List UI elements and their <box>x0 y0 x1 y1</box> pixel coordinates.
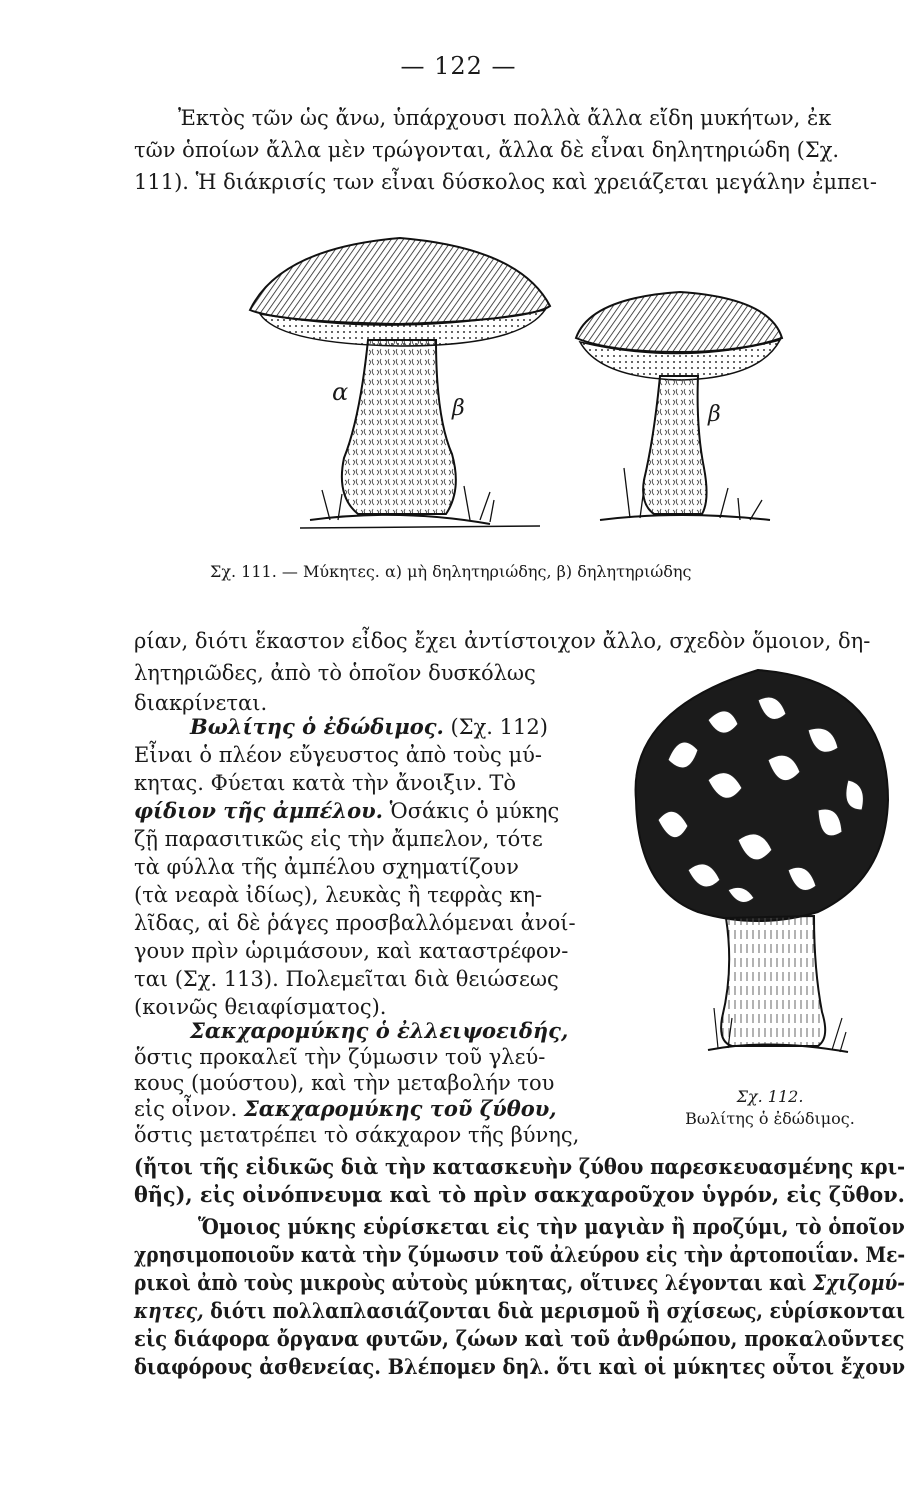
schizomycetes-b: κητες, <box>134 1298 204 1323</box>
vine-line-6: ται (Σχ. 113). Πολεμεῖται διὰ θειώσεως <box>134 967 559 991</box>
middle-line-2: λητηριῶδες, ἀπὸ τὸ ὁποῖον δυσκόλως <box>134 661 536 685</box>
closing-line-4: χρησιμοποιοῦν κατὰ τὴν ζύμωσιν τοῦ ἀλεύρου εἰς τὴν ἀρτοποιΐαν. Με- <box>134 1242 906 1267</box>
vine-line-4: λῖδας, αἱ δὲ ῥάγες προσβαλλόμεναι ἀνοί- <box>134 911 576 935</box>
page-number: — 122 — <box>400 52 517 80</box>
sacch-line-4: ὅστις μετατρέπει τὸ σάκχαρον τῆς βύνης, <box>134 1123 580 1147</box>
sacch-line-3-prefix: εἰς οἶνον. <box>134 1097 244 1121</box>
boletus-line-1: Εἶναι ὁ πλέον εὔγευστος ἀπὸ τοὺς μύ- <box>134 743 542 767</box>
vine-title: φίδιον τῆς ἀμπέλου. <box>134 798 383 823</box>
mushroom-b <box>576 292 782 520</box>
closing-line-2: θῆς), εἰς οἰνόπνευμα καὶ τὸ πρὶν σακχαροῦχον ὑγρόν, εἰς ζῦθον. <box>134 1182 905 1207</box>
vine-heading <box>134 796 559 826</box>
figure-112-mushroom <box>618 650 898 1080</box>
figure-111-label-a: α <box>332 378 349 406</box>
mushroom-a <box>250 238 550 528</box>
figure-112-caption-title: Βωλίτης ὁ ἐδώδιμος. <box>685 1109 855 1128</box>
intro-line-3: 111). Ἡ διάκρισίς των εἶναι δύσκολος καὶ χρειάζεται μεγάλην ἐμπει- <box>134 170 878 194</box>
closing-line-5 <box>134 1268 905 1298</box>
middle-line-1: ρίαν, διότι ἕκαστον εἶδος ἔχει ἀντίστοιχον ἄλλο, σχεδὸν ὅμοιον, δη- <box>134 629 871 653</box>
closing-line-1: (ἤτοι τῆς εἰδικῶς διὰ τὴν κατασκευὴν ζύθου παρεσκευασμένης κρι- <box>134 1154 906 1179</box>
vine-line-5: γουν πρὶν ὡριμάσουν, καὶ καταστρέφον- <box>134 939 569 963</box>
closing-line-6-rest: διότι πολλαπλασιάζονται διὰ μερισμοῦ ἢ σχίσεως, εὑρίσκονται <box>203 1298 905 1323</box>
closing-line-3: Ὅμοιος μύκης εὑρίσκεται εἰς τὴν μαγιὰν ἢ προζύμι, τὸ ὁποῖον <box>198 1214 905 1239</box>
figure-111-label-b-a: β <box>452 396 465 421</box>
intro-line-1: Ἐκτὸς τῶν ὡς ἄνω, ὑπάρχουσι πολλὰ ἄλλα εἴδη μυκήτων, ἐκ <box>178 106 832 130</box>
closing-line-5-prefix: ρικοὶ ἀπὸ τοὺς μικροὺς αὐτοὺς μύκητας, οἵτινες λέγονται καὶ <box>134 1270 813 1295</box>
middle-line-3: διακρίνεται. <box>134 691 268 715</box>
closing-line-6 <box>134 1296 905 1326</box>
boletus-line-2: κητας. Φύεται κατὰ τὴν ἄνοιξιν. Τὸ <box>134 771 516 795</box>
schizomycetes-a: Σχιζομύ- <box>812 1270 905 1295</box>
vine-line-0-rest: Ὁσάκις ὁ μύκης <box>383 799 560 823</box>
boletus-ref: (Σχ. 112) <box>443 715 548 739</box>
vine-line-3: (τὰ νεαρὰ ἰδίως), λευκὰς ἢ τεφρὰς κη- <box>134 883 543 907</box>
sacch-line-1: ὅστις προκαλεῖ τὴν ζύμωσιν τοῦ γλεύ- <box>134 1045 546 1069</box>
figure-112-caption <box>660 1086 880 1130</box>
closing-line-7: εἰς διάφορα ὄργανα φυτῶν, ζώων καὶ τοῦ ἀνθρώπου, προκαλοῦντες <box>134 1326 905 1351</box>
boletus-title: Βωλίτης ὁ ἐδώδιμος. <box>190 714 444 739</box>
boletus-heading <box>190 712 548 742</box>
closing-line-8: διαφόρους ἀσθενείας. Βλέπομεν δηλ. ὅτι καὶ οἱ μύκητες οὗτοι ἔχουν <box>134 1354 906 1379</box>
sacch-line-2: κους (μούστου), καὶ τὴν μεταβολήν του <box>134 1071 555 1095</box>
vine-line-7: (κοινῶς θειαφίσματος). <box>134 995 387 1019</box>
figure-111-caption: Σχ. 111. — Μύκητες. α) μὴ δηλητηριώδης, β) δηλητηριώδης <box>210 562 692 581</box>
figure-112-caption-number: Σχ. 112. <box>736 1087 804 1106</box>
vine-line-2: τὰ φύλλα τῆς ἀμπέλου σχηματίζουν <box>134 855 519 879</box>
figure-111-mushrooms <box>240 228 800 548</box>
vine-line-1: ζῇ παρασιτικῶς εἰς τὴν ἄμπελον, τότε <box>134 827 543 851</box>
sacch-title-2: Σακχαρομύκης τοῦ ζύθου, <box>243 1096 557 1121</box>
sacch-title: Σακχαρομύκης ὁ ἐλλειψοειδής, <box>190 1018 569 1043</box>
intro-line-2: τῶν ὁποίων ἄλλα μὲν τρώγονται, ἄλλα δὲ εἶναι δηλητηριώδη (Σχ. <box>134 138 840 162</box>
figure-111-label-b: β <box>708 402 721 427</box>
